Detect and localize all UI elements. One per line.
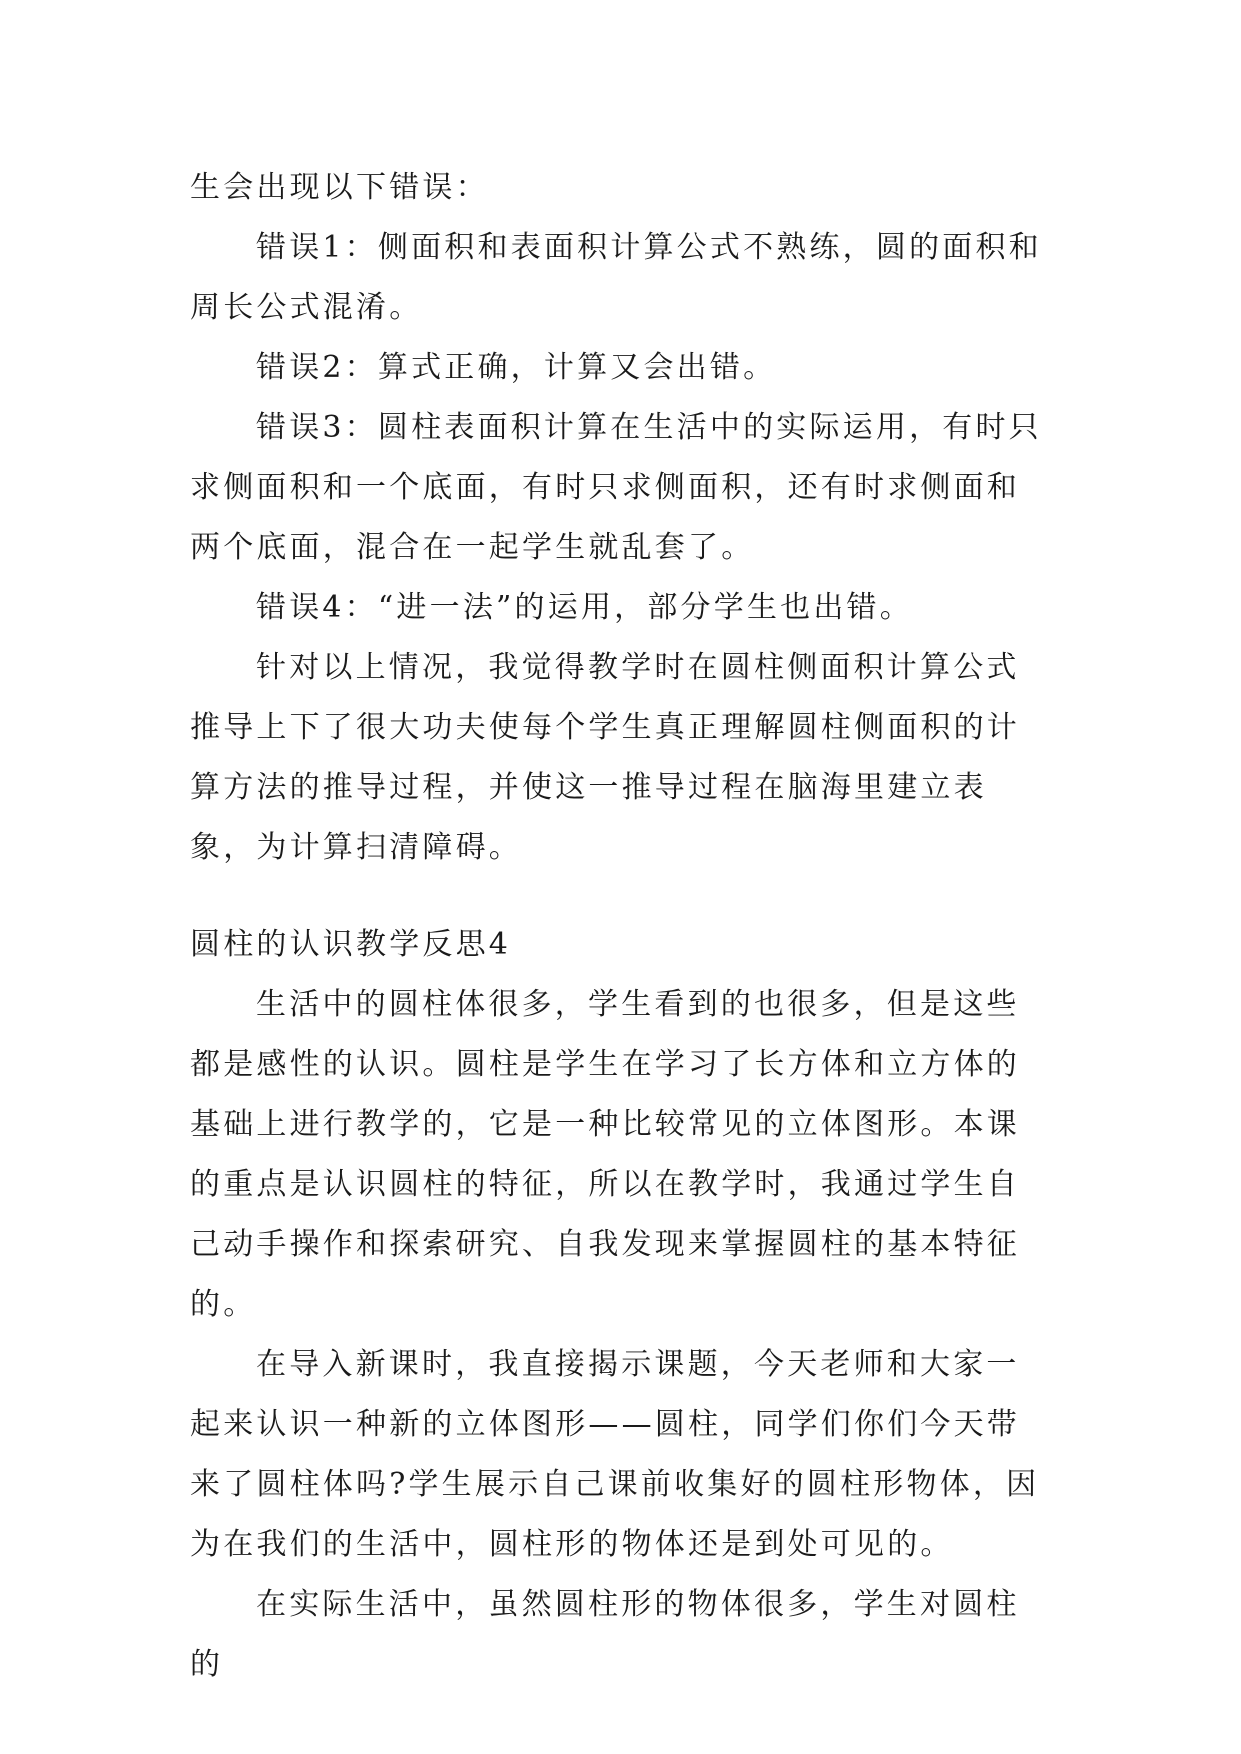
paragraph-real-life: 在实际生活中，虽然圆柱形的物体很多，学生对圆柱的 [190, 1587, 1020, 1682]
paragraph-conclusion: 针对以上情况，我觉得教学时在圆柱侧面积计算公式推导上下了很大功夫使每个学生真正理解圆柱侧面积的计算方法的推导过程，并使这一推导过程在脑海里建立表象，为计算扫清障碍。 [190, 650, 1020, 865]
paragraph-error-2: 错误2：算式正确，计算又会出错。 [256, 350, 777, 385]
section-heading: 圆柱的认识教学反思4 [190, 927, 512, 962]
paragraph-error-3: 错误3：圆柱表面积计算在生活中的实际运用，有时只求侧面积和一个底面，有时只求侧面积，还有时求侧面和两个底面，混合在一起学生就乱套了。 [190, 410, 1042, 565]
text-section-reflection-4 [190, 915, 1050, 1695]
paragraph-lesson-import: 在导入新课时，我直接揭示课题，今天老师和大家一起来认识一种新的立体图形——圆柱，同学们你们今天带来了圆柱体吗?学生展示自己课前收集好的圆柱形物体，因为在我们的生活中，圆柱形的物体还是到处可见的。 [190, 1347, 1040, 1562]
paragraph-error-4: 错误4：“进一法”的运用，部分学生也出错。 [256, 590, 913, 625]
text-section-errors [190, 158, 1050, 878]
paragraph-error-1: 错误1：侧面积和表面积计算公式不熟练，圆的面积和周长公式混淆。 [190, 230, 1042, 325]
paragraph-intro: 生活中的圆柱体很多，学生看到的也很多，但是这些都是感性的认识。圆柱是学生在学习了长方体和立方体的基础上进行教学的，它是一种比较常见的立体图形。本课的重点是认识圆柱的特征，所以在教学时，我通过学生自己动手操作和探索研究、自我发现来掌握圆柱的基本特征的。 [190, 987, 1020, 1322]
paragraph-continuation: 生会出现以下错误： [190, 170, 489, 205]
